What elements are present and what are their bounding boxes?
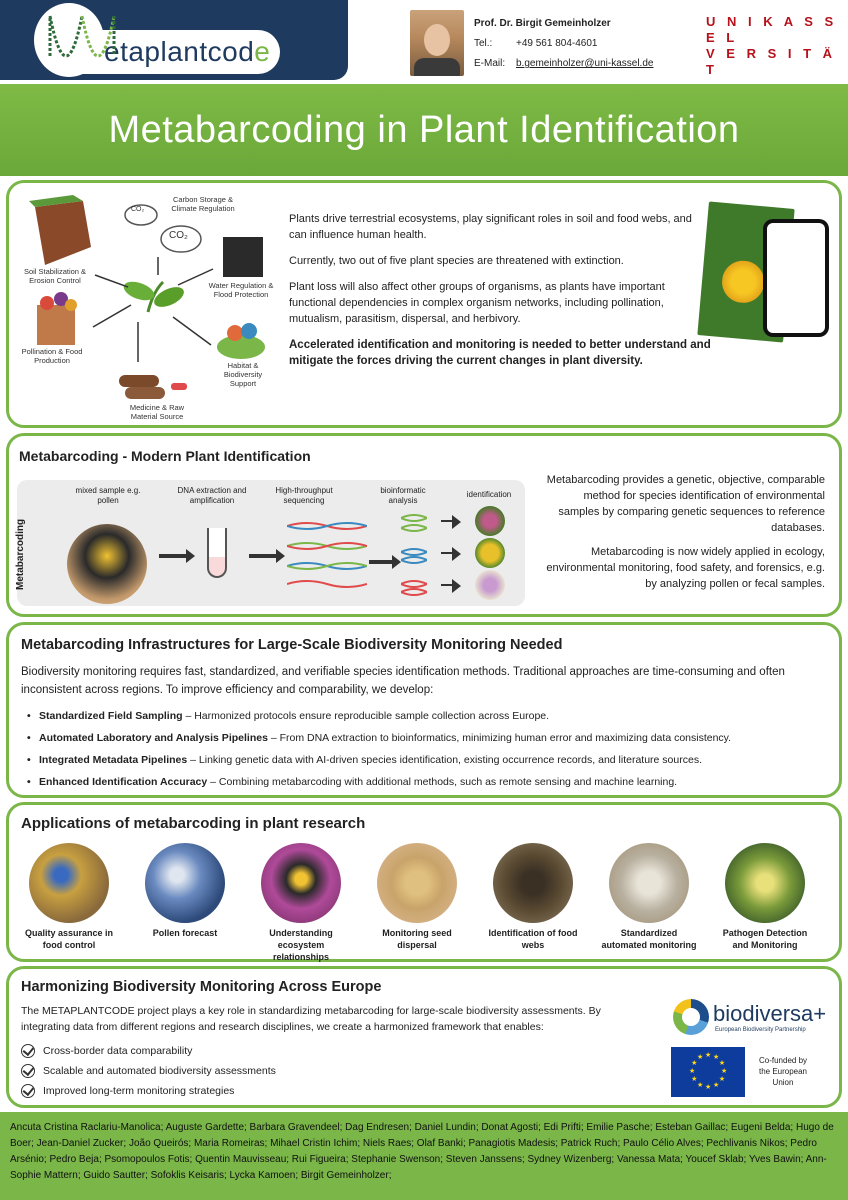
step-seq-label: High-throughput sequencing <box>275 486 333 505</box>
section-modern-identification <box>6 433 842 617</box>
dna-helix-logo-icon <box>44 10 156 62</box>
tel-value: +49 561 804-4601 <box>516 38 598 49</box>
section-infrastructures <box>6 622 842 798</box>
co2-label-a: CO₂ <box>131 206 145 213</box>
section-intro <box>6 180 842 428</box>
check-circle-icon <box>21 1064 35 1078</box>
ecosystem-image <box>261 843 341 923</box>
plant-yellow-flower-icon <box>475 538 505 568</box>
uni-kassel-logo: U N I K A S S E L V E R S I T Ä T <box>706 14 838 77</box>
title-band <box>0 84 848 176</box>
tel-label: Tel.: <box>474 38 493 49</box>
infra-intro: Biodiversity monitoring requires fast, standardized, and verifiable species identification methods. Traditional approaches are time-consuming and often inconsistent across regions. To improve efficiency and comparability, we develop: <box>21 666 785 696</box>
ecosystem-services-diagram <box>13 187 283 425</box>
flow-arrow-icon <box>441 584 455 586</box>
section-harmonizing <box>6 966 842 1108</box>
list-item: Improved long-term monitoring strategies <box>21 1081 276 1101</box>
list-item: Scalable and automated biodiversity assessments <box>21 1061 276 1081</box>
water-label: Water Regulation & Flood Protection <box>208 281 274 299</box>
step-bio-label: bioinformatic analysis <box>380 486 426 505</box>
eu-flag-icon: ★ ★ ★ ★ ★ ★ ★ ★ ★ ★ ★ ★ <box>671 1047 745 1097</box>
list-item: • Enhanced Identification Accuracy – Combining metabarcoding with additional methods, such as remote sensing and machine learning. <box>39 771 731 793</box>
app-food-control: Quality assurance in food control <box>19 843 119 951</box>
infra-list <box>39 705 731 793</box>
modern-title: Metabarcoding - Modern Plant Identification <box>19 448 311 464</box>
flow-arrow-icon <box>249 554 279 558</box>
intro-p2: Currently, two out of five plant species are threatened with extinction. <box>289 255 624 267</box>
seed-dispersal-image <box>377 843 457 923</box>
food-control-image <box>29 843 109 923</box>
apps-row <box>19 843 829 962</box>
modern-p2: Metabarcoding is now widely applied in ecology, environmental monitoring, food safety, and forensics, e.g. by analyzing pollen or fecal samples. <box>546 546 825 590</box>
apps-title: Applications of metabarcoding in plant research <box>21 815 366 832</box>
phone-app-image <box>763 219 829 337</box>
check-circle-icon <box>21 1084 35 1098</box>
harmon-title: Harmonizing Biodiversity Monitoring Across Europe <box>21 979 382 995</box>
app-pathogen: Pathogen Detection and Monitoring <box>715 843 815 951</box>
plant-pale-flower-icon <box>475 570 505 600</box>
test-tube-icon <box>207 528 227 578</box>
authors-footer: Ancuta Cristina Raclariu-Manolica; Auguste Gardette; Barbara Gravendeel; Dag Endresen; Daniel Lundin; Donat Agosti; Edi Prifti; Emilie Pasche; Esteban Gaillac; Eugeni Belda; Hugo de Boer; Jean-Daniel Zucker; João Queirós; Maria Romeiras; Mihael Cristin Ichim; Niels Raes; Olaf Banki; Panagiotis Madesis; Patrick Ruch; Paulo Célio Alves; Pechlivanis Nikos; Pedro Arsénio; Pedro Beja; Psomopoulos Fotis; Quentin Mauvisseau; Rui Figueira; Stephanie Swenson; Steven Janssens; Sydney Wizenberg; Vanessa Mata; Youcef Sklab; Yves Bawin; Ann-Sophie Mattern; Guido Sautter; Sofoklis Keisaris; Lycka Kamoen; Birgit Gemeinholzer; <box>0 1112 848 1200</box>
soil-label: Soil Stabilization & Erosion Control <box>23 267 87 285</box>
intro-p4: Accelerated identification and monitoring is needed to better understand and mitigate the forces driving the current changes in plant diversity. <box>289 339 711 367</box>
app-seed-dispersal: Monitoring seed dispersal <box>367 843 467 951</box>
medicine-label: Medicine & Raw Material Source <box>129 403 185 421</box>
contact-block <box>474 14 653 74</box>
list-item: • Automated Laboratory and Analysis Pipelines – From DNA extraction to bioinformatics, minimizing human error and maximizing data consistency. <box>39 727 731 749</box>
automated-monitoring-image <box>609 843 689 923</box>
intro-p1: Plants drive terrestrial ecosystems, play significant roles in soil and food webs, and can influence human health. <box>289 213 692 241</box>
contact-name: Prof. Dr. Birgit Gemeinholzer <box>474 18 611 29</box>
infra-title: Metabarcoding Infrastructures for Large-Scale Biodiversity Monitoring Needed <box>21 637 563 653</box>
food-webs-image <box>493 843 573 923</box>
list-item: Cross-border data comparability <box>21 1041 276 1061</box>
harmon-intro: The METAPLANTCODE project plays a key role in standardizing metabarcoding for large-scale biodiversity assessments. By integrating data from different regions and research disciplines, we create a harmonized framework that enables: <box>21 1005 601 1033</box>
sorted-sequences-icon <box>401 514 427 598</box>
app-ecosystem: Understanding ecosystem relationships <box>251 843 351 963</box>
check-circle-icon <box>21 1044 35 1058</box>
eu-cofunded-text: Co-funded by the European Union <box>758 1056 808 1087</box>
mail-link[interactable]: b.gemeinholzer@uni-kassel.de <box>516 58 654 69</box>
step-id-label: identification <box>466 490 512 499</box>
step-sample-label: mixed sample e.g. pollen <box>75 486 141 505</box>
modern-p1: Metabarcoding provides a genetic, objective, comparable method for species identification of environmental samples by comparing genetic sequences to reference databases. <box>546 474 825 534</box>
biodiversa-ring-icon <box>673 999 709 1035</box>
app-pollen-forecast: Pollen forecast <box>135 843 235 939</box>
app-automated-monitoring: Standardized automated monitoring <box>599 843 699 951</box>
bumblebee-image <box>67 524 147 604</box>
app-food-webs: Identification of food webs <box>483 843 583 951</box>
intro-p3: Plant loss will also affect other groups of organisms, as plants have important functional dependencies in complex organism networks, including pollination, mutualism, parasitism, dispersal, and herbivory. <box>289 281 665 325</box>
flow-arrow-icon <box>441 520 455 522</box>
workflow-diagram <box>17 480 525 606</box>
flow-arrow-icon <box>159 554 189 558</box>
step-dna-label: DNA extraction and amplification <box>177 486 247 505</box>
list-item: • Standardized Field Sampling – Harmonized protocols ensure reproducible sample collection across Europe. <box>39 705 731 727</box>
habitat-label: Habitat & Biodiversity Support <box>223 361 263 388</box>
modern-text <box>545 472 825 600</box>
co2-label-b: CO₂ <box>169 230 188 241</box>
harmon-list <box>21 1041 276 1101</box>
workflow-vertical-label: Metabarcoding <box>15 518 26 590</box>
author-portrait <box>410 10 464 76</box>
dna-strands-icon <box>287 520 367 590</box>
section-applications <box>6 802 842 962</box>
pollen-forecast-image <box>145 843 225 923</box>
flow-arrow-icon <box>441 552 455 554</box>
list-item: • Integrated Metadata Pipelines – Linking genetic data with AI-driven species identification, existing occurrence records, and literature sources. <box>39 749 731 771</box>
pathogen-image <box>725 843 805 923</box>
poster-title: Metabarcoding in Plant Identification <box>108 108 740 151</box>
intro-text <box>289 211 709 379</box>
biodiversa-logo: biodiversa+ European Biodiversity Partnership <box>673 999 833 1039</box>
header-logo-panel <box>0 0 348 80</box>
plant-thistle-icon <box>475 506 505 536</box>
flow-arrow-icon <box>369 560 395 564</box>
mail-label: E-Mail: <box>474 58 506 69</box>
carbon-label: Carbon Storage & Climate Regulation <box>171 195 235 213</box>
pollination-label: Pollination & Food Production <box>21 347 83 365</box>
logo-wordmark: etaplantcode <box>68 30 280 74</box>
